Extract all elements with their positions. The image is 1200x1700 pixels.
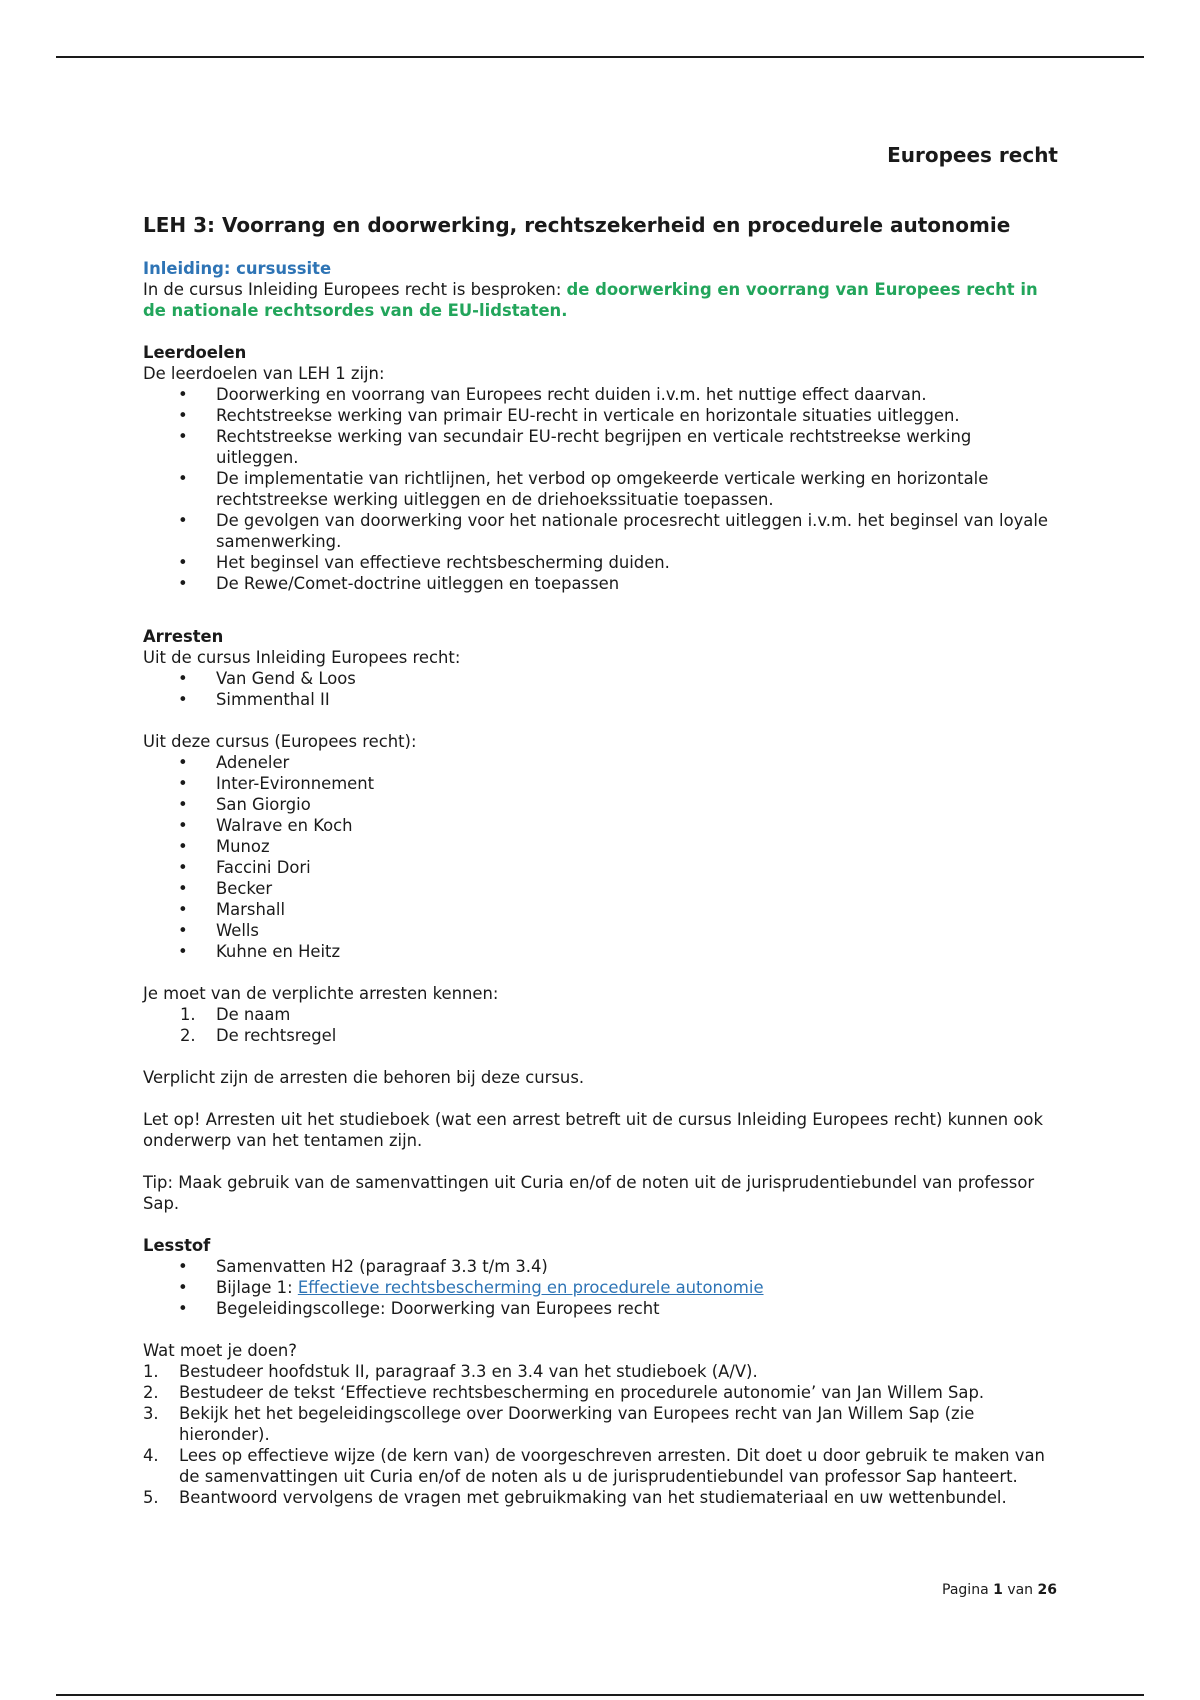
arresten-list-3 bbox=[143, 1004, 1058, 1046]
arresten-tip: Tip: Maak gebruik van de samenvattingen uit Curia en/of de noten uit de jurisprudentiebundel van professor Sap. bbox=[143, 1173, 1035, 1213]
list-item: • Begeleidingscollege: Doorwerking van Europees recht bbox=[143, 1298, 1058, 1319]
list-item: • Rechtstreekse werking van primair EU-recht in verticale en horizontale situaties uitleggen. bbox=[143, 405, 1058, 426]
arresten-verplicht: Verplicht zijn de arresten die behoren bij deze cursus. bbox=[143, 1068, 585, 1087]
list-item: • Faccini Dori bbox=[143, 857, 1058, 878]
list-text: De rechtsregel bbox=[216, 1026, 337, 1045]
arresten-intro-1: Uit de cursus Inleiding Europees recht: bbox=[143, 648, 461, 667]
list-item: • Inter-Evironnement bbox=[143, 773, 1058, 794]
list-text: Bekijk het het begeleidingscollege over Doorwerking van Europees recht van Jan Willem Sap (zie hieronder). bbox=[179, 1404, 975, 1444]
list-item: • Doorwerking en voorrang van Europees recht duiden i.v.m. het nuttige effect daarvan. bbox=[143, 384, 1058, 405]
inleiding-text-lead: In de cursus Inleiding Europees recht is besproken: bbox=[143, 280, 567, 299]
list-item: • Simmenthal II bbox=[143, 689, 1058, 710]
arresten-letop: Let op! Arresten uit het studieboek (wat een arrest betreft uit de cursus Inleiding Europees recht) kunnen ook onderwerp van het tentamen zijn. bbox=[143, 1110, 1043, 1150]
arresten-section bbox=[143, 626, 1058, 1214]
list-item: • Rechtstreekse werking van secundair EU-recht begrijpen en verticale rechtstreekse werking uitleggen. bbox=[143, 426, 1058, 468]
list-number: 1. bbox=[143, 1362, 159, 1381]
leerdoelen-title: Leerdoelen bbox=[143, 343, 247, 362]
list-text: Lees op effectieve wijze (de kern van) de voorgeschreven arresten. Dit doet u door gebruik te maken van de samenvattingen uit Curia en/of de noten als u de jurisprudentiebundel van professor Sap hanteert. bbox=[179, 1446, 1045, 1486]
list-text: Bestudeer de tekst ‘Effectieve rechtsbescherming en procedurele autonomie’ van Jan Willem Sap. bbox=[179, 1383, 985, 1402]
van-label: van bbox=[1007, 1582, 1034, 1598]
list-number: 2. bbox=[143, 1383, 159, 1402]
list-item: • Van Gend & Loos bbox=[143, 668, 1058, 689]
arresten-intro-2: Uit deze cursus (Europees recht): bbox=[143, 732, 417, 751]
todo-title: Wat moet je doen? bbox=[143, 1341, 298, 1360]
list-item: • Walrave en Koch bbox=[143, 815, 1058, 836]
list-item: • Adeneler bbox=[143, 752, 1058, 773]
list-item bbox=[143, 1025, 1058, 1046]
lesstof-section bbox=[143, 1235, 1058, 1319]
list-item: • Kuhne en Heitz bbox=[143, 941, 1058, 962]
bijlage-link[interactable]: Effectieve rechtsbescherming en procedurele autonomie bbox=[297, 1278, 764, 1297]
todo-list bbox=[143, 1361, 1058, 1508]
page-number bbox=[942, 1582, 1057, 1598]
list-item bbox=[143, 1004, 1058, 1025]
bijlage-prefix: Bijlage 1: bbox=[216, 1278, 298, 1297]
list-item bbox=[143, 1277, 1058, 1298]
list-text: Bestudeer hoofdstuk II, paragraaf 3.3 en 3.4 van het studieboek (A/V). bbox=[179, 1362, 758, 1381]
list-item: • De gevolgen van doorwerking voor het nationale procesrecht uitleggen i.v.m. het beginsel van loyale samenwerking. bbox=[143, 510, 1058, 552]
document-title: Europees recht bbox=[887, 143, 1058, 167]
list-number: 5. bbox=[143, 1488, 159, 1507]
top-rule bbox=[56, 56, 1144, 58]
arresten-intro-3: Je moet van de verplichte arresten kennen: bbox=[143, 984, 499, 1003]
list-number: 2. bbox=[180, 1026, 196, 1045]
lesstof-list bbox=[143, 1256, 1058, 1319]
pagina-label: Pagina bbox=[942, 1582, 989, 1598]
list-number: 3. bbox=[143, 1404, 159, 1423]
list-item: • Wells bbox=[143, 920, 1058, 941]
leerdoelen-list bbox=[143, 384, 1058, 594]
arresten-list-2 bbox=[143, 752, 1058, 962]
total-pages: 26 bbox=[1037, 1582, 1057, 1598]
arresten-list-1 bbox=[143, 668, 1058, 710]
todo-section bbox=[143, 1340, 1058, 1508]
list-item bbox=[143, 1487, 1058, 1508]
leerdoelen-section bbox=[143, 342, 1058, 594]
list-item: • Samenvatten H2 (paragraaf 3.3 t/m 3.4) bbox=[143, 1256, 1058, 1277]
list-item: • San Giorgio bbox=[143, 794, 1058, 815]
inleiding-text bbox=[143, 279, 1058, 321]
document-page bbox=[143, 130, 1058, 1508]
list-item: • Marshall bbox=[143, 899, 1058, 920]
list-number: 4. bbox=[143, 1446, 159, 1465]
list-item: • De Rewe/Comet-doctrine uitleggen en toepassen bbox=[143, 573, 1058, 594]
lesstof-title: Lesstof bbox=[143, 1236, 211, 1255]
page-heading: LEH 3: Voorrang en doorwerking, rechtszekerheid en procedurele autonomie bbox=[143, 213, 1011, 237]
inleiding-end: . bbox=[561, 301, 568, 320]
current-page: 1 bbox=[993, 1582, 1003, 1598]
list-text: De naam bbox=[216, 1005, 291, 1024]
list-item bbox=[143, 1382, 1058, 1403]
bottom-rule bbox=[56, 1694, 1144, 1696]
list-number: 1. bbox=[180, 1005, 196, 1024]
list-item bbox=[143, 1445, 1058, 1487]
list-item bbox=[143, 1403, 1058, 1445]
inleiding-highlight: de doorwerking en voorrang van Europees recht in de nationale rechtsordes van de EU-lidstaten bbox=[143, 280, 1038, 320]
inleiding-section bbox=[143, 258, 1058, 321]
inleiding-title: Inleiding: cursussite bbox=[143, 259, 332, 278]
list-item: • Becker bbox=[143, 878, 1058, 899]
list-item: • De implementatie van richtlijnen, het verbod op omgekeerde verticale werking en horizontale rechtstreekse werking uitleggen en de driehoekssituatie toepassen. bbox=[143, 468, 1058, 510]
list-item: • Munoz bbox=[143, 836, 1058, 857]
leerdoelen-intro: De leerdoelen van LEH 1 zijn: bbox=[143, 364, 385, 383]
list-text: Beantwoord vervolgens de vragen met gebruikmaking van het studiemateriaal en uw wettenbundel. bbox=[179, 1488, 1007, 1507]
list-item bbox=[143, 1361, 1058, 1382]
list-item: • Het beginsel van effectieve rechtsbescherming duiden. bbox=[143, 552, 1058, 573]
arresten-title: Arresten bbox=[143, 627, 224, 646]
